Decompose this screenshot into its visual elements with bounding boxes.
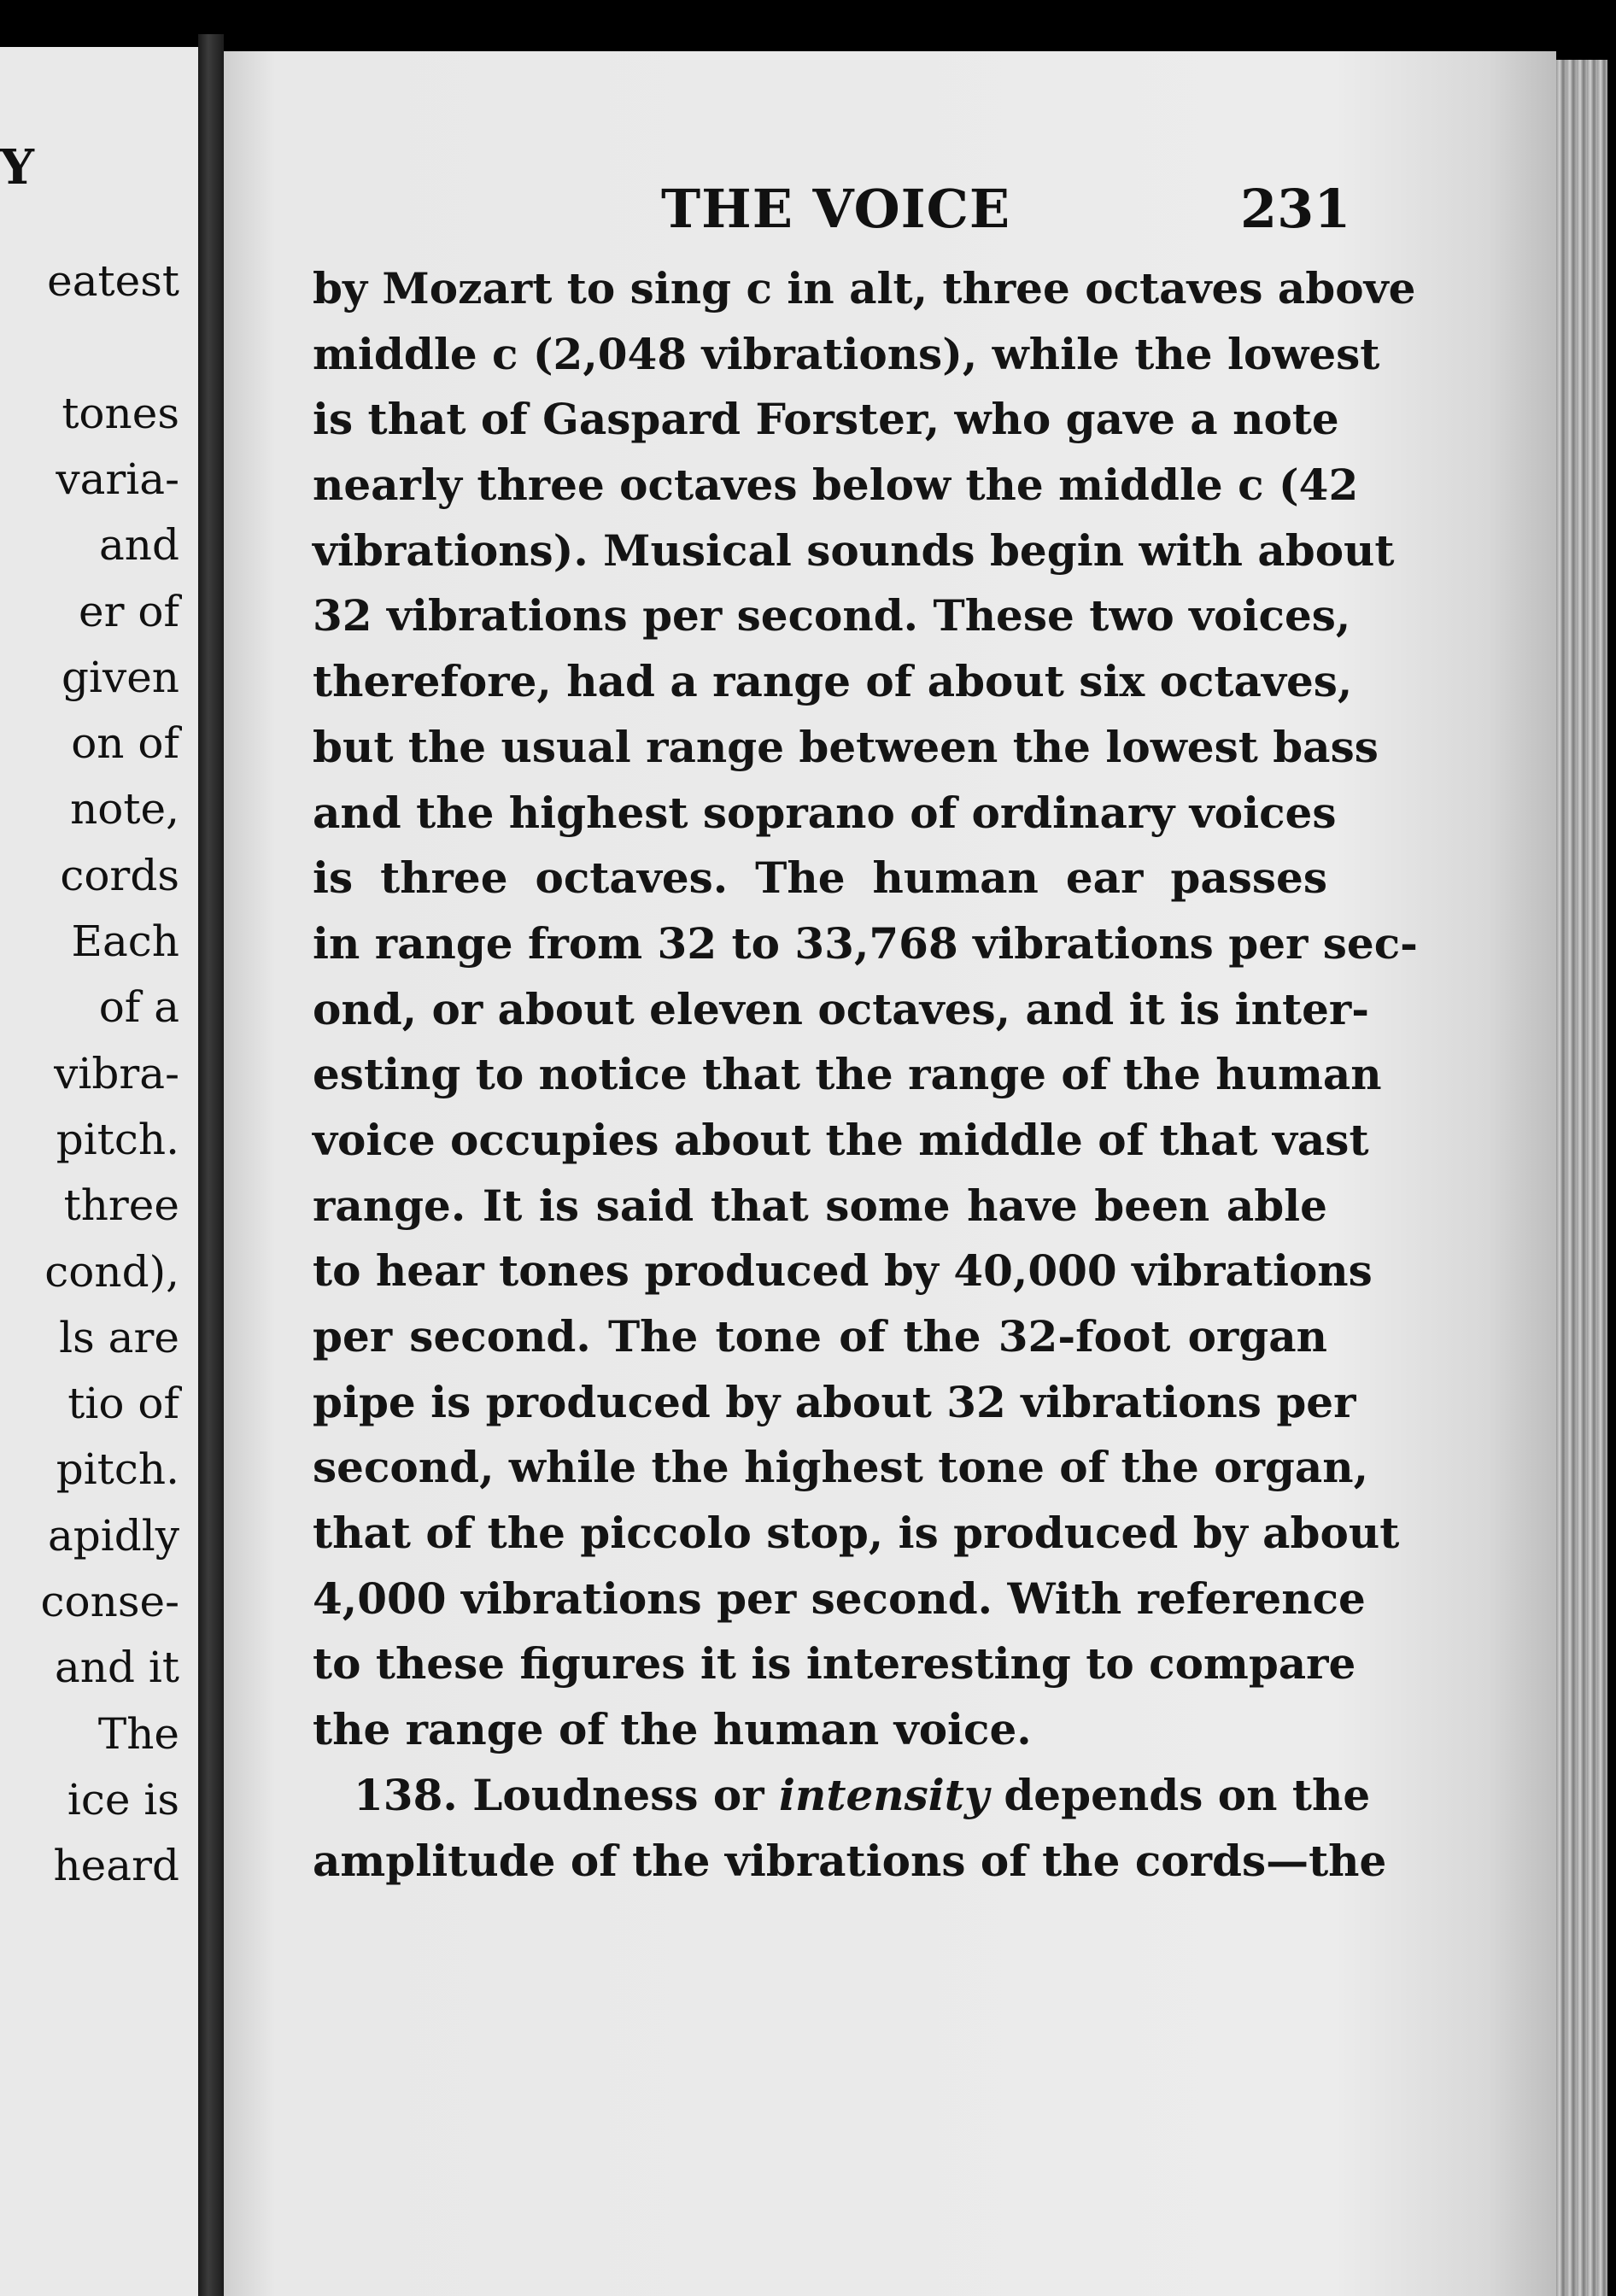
text-line: to these figures it is interesting to compare: [313, 1638, 1356, 1690]
facing-page-line-fragment: tones: [61, 388, 179, 438]
text-line: nearly three octaves below the middle c (42: [313, 460, 1359, 511]
section-number: 138.: [354, 1769, 458, 1820]
text-line: to hear tones produced by 40,000 vibrations: [313, 1245, 1373, 1297]
facing-page-line-fragment: vibra-: [54, 1048, 179, 1098]
facing-page-line-fragment: of a: [98, 982, 179, 1033]
text-line: the range of the human voice.: [313, 1704, 1032, 1755]
text-line: therefore, had a range of about six octaves,: [313, 656, 1353, 707]
facing-page-line-fragment: note,: [70, 784, 179, 835]
text-line: in range from 32 to 33,768 vibrations per sec-: [313, 917, 1418, 969]
section-tail: depends on the: [1004, 1769, 1371, 1820]
text-line: pipe is produced by about 32 vibrations per: [313, 1376, 1356, 1427]
text-line: ond, or about eleven octaves, and it is inter-: [313, 983, 1370, 1034]
page-edges: [1556, 60, 1607, 2296]
facing-page-line-fragment: and it: [55, 1643, 179, 1693]
facing-page-line-fragment: cords: [60, 850, 179, 900]
main-page: [224, 51, 1556, 2296]
facing-page-line-fragment: varia-: [56, 454, 179, 504]
text-line: voice occupies about the middle of that vast: [313, 1114, 1369, 1165]
text-line: is that of Gaspard Forster, who gave a note: [313, 394, 1339, 445]
text-line: vibrations). Musical sounds begin with about: [313, 524, 1395, 576]
text-line: middle c (2,048 vibrations), while the lowest: [313, 328, 1380, 379]
facing-page-line-fragment: ls are: [59, 1312, 179, 1362]
section-italic-term: intensity: [779, 1769, 989, 1820]
facing-page-line-fragment: conse-: [40, 1577, 179, 1626]
facing-page-line-fragment: and: [98, 520, 179, 571]
section-first-line: [313, 1763, 1371, 1829]
book-gutter: [198, 34, 224, 2296]
facing-page-line-fragment: pitch.: [56, 1444, 179, 1495]
text-line: and the highest soprano of ordinary voices: [313, 787, 1337, 838]
text-line: per second. The tone of the 32-foot organ: [313, 1311, 1327, 1362]
facing-page-line-fragment: three: [63, 1180, 179, 1231]
text-line: 32 vibrations per second. These two voices,: [313, 590, 1351, 641]
running-head: [224, 178, 1556, 246]
facing-page-line-fragment: given: [61, 652, 179, 702]
page-number: 231: [1240, 178, 1351, 240]
text-line: esting to notice that the range of the human: [313, 1049, 1382, 1100]
facing-page: [0, 47, 198, 2296]
text-line: is three octaves. The human ear passes: [313, 852, 1327, 904]
facing-page-line-fragment: tio of: [67, 1379, 179, 1429]
facing-page-header-fragment: Y: [0, 139, 34, 196]
text-line: amplitude of the vibrations of the cords—the: [313, 1835, 1387, 1886]
text-line: range. It is said that some have been able: [313, 1180, 1327, 1231]
facing-page-line-fragment: er of: [79, 586, 179, 636]
text-line: that of the piccolo stop, is produced by about: [313, 1508, 1400, 1559]
section-lead: Loudness or: [472, 1769, 764, 1820]
facing-page-line-fragment: on of: [71, 718, 179, 769]
facing-page-line-fragment: cond),: [44, 1246, 179, 1297]
facing-page-line-fragment: ice is: [67, 1774, 179, 1824]
facing-page-line-fragment: Each: [71, 917, 179, 966]
facing-page-line-fragment: The: [97, 1708, 179, 1759]
body-text: [313, 256, 1418, 1894]
text-line: by Mozart to sing c in alt, three octaves above: [313, 263, 1416, 313]
text-line: second, while the highest tone of the organ,: [313, 1442, 1369, 1493]
facing-page-line-fragment: heard: [53, 1841, 179, 1891]
text-line: 4,000 vibrations per second. With reference: [313, 1573, 1366, 1624]
text-line: but the usual range between the lowest bass: [313, 721, 1379, 772]
facing-page-line-fragment: eatest: [47, 256, 179, 306]
chapter-title: THE VOICE: [661, 178, 1011, 240]
facing-page-line-fragment: pitch.: [56, 1114, 179, 1164]
facing-page-line-fragment: apidly: [47, 1510, 179, 1561]
